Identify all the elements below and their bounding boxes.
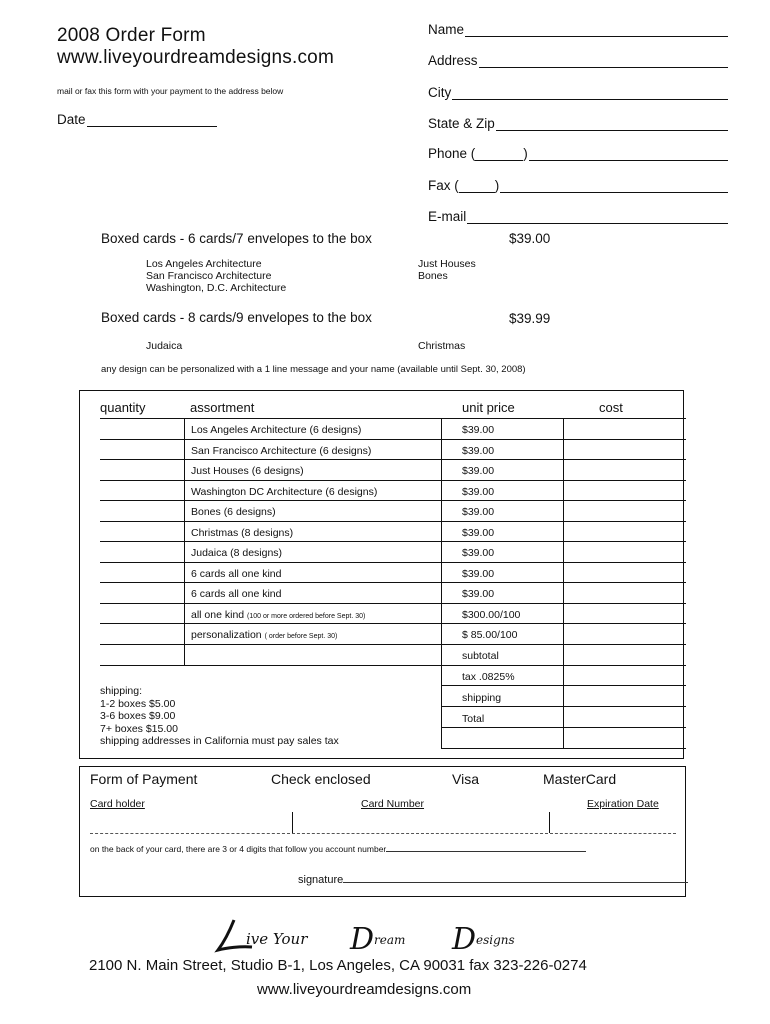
check-enclosed-option[interactable]: Check enclosed <box>271 771 371 787</box>
phone-close: ) <box>523 146 528 161</box>
personalize-note: any design can be personalized with a 1 line message and your name (available until Sept. 30, 2008) <box>101 364 526 375</box>
subtotal-label: subtotal <box>462 650 499 662</box>
table-row[interactable]: 6 cards all one kind <box>191 588 282 600</box>
signature-label: signature <box>298 874 344 886</box>
list-item: Bones <box>418 270 448 282</box>
page-title: 2008 Order Form <box>57 25 206 46</box>
security-code-field[interactable] <box>90 844 586 854</box>
email-field[interactable] <box>428 209 728 224</box>
list-item: Los Angeles Architecture <box>146 258 262 270</box>
mail-instruction: mail or fax this form with your payment to the address below <box>57 86 284 96</box>
table-row[interactable]: San Francisco Architecture (6 designs) <box>191 445 372 457</box>
email-label: E-mail <box>428 209 467 224</box>
table-row[interactable]: 6 cards all one kind <box>191 568 282 580</box>
group2-right: Christmas <box>418 340 466 352</box>
fax-close: ) <box>494 178 500 193</box>
order-table <box>79 390 684 759</box>
tax-label: tax .0825% <box>462 671 515 683</box>
group2-left: Judaica <box>146 340 183 352</box>
state-zip-field[interactable] <box>428 116 728 131</box>
signature-field[interactable] <box>298 874 688 886</box>
row-price: $ 85.00/100 <box>462 629 518 641</box>
svg-text:D: D <box>350 922 375 956</box>
name-field[interactable] <box>428 22 728 37</box>
logo-wordmark <box>212 916 562 956</box>
card-holder-input[interactable] <box>90 833 290 834</box>
card-number-label: Card Number <box>361 798 425 810</box>
group2-price: $39.99 <box>509 311 551 326</box>
header-assortment: assortment <box>190 400 255 415</box>
expiration-input[interactable] <box>550 833 676 834</box>
brand-logo <box>212 916 562 956</box>
date-field[interactable] <box>57 112 217 127</box>
mastercard-option[interactable]: MasterCard <box>543 771 617 787</box>
list-item: Washington, D.C. Architecture <box>146 282 287 294</box>
table-row[interactable]: Christmas (8 designs) <box>191 527 294 539</box>
security-code-note: on the back of your card, there are 3 or 4 digits that follow you account number <box>90 844 387 854</box>
group1-price: $39.00 <box>509 231 551 246</box>
visa-option[interactable]: Visa <box>452 771 479 787</box>
city-field[interactable] <box>428 85 728 100</box>
header-unit-price: unit price <box>462 400 515 415</box>
group1-title: Boxed cards - 6 cards/7 envelopes to the box <box>101 231 372 246</box>
name-label: Name <box>428 22 465 37</box>
group2-title: Boxed cards - 8 cards/9 envelopes to the box <box>101 310 372 325</box>
row-price: $39.00 <box>462 568 495 580</box>
table-row[interactable]: all one kind (100 or more ordered before Sept. 30) <box>191 609 366 621</box>
fax-label: Fax ( <box>428 178 459 193</box>
table-row[interactable]: personalization ( order before Sept. 30) <box>191 629 338 641</box>
payment-box <box>79 766 686 897</box>
footer-address: 2100 N. Main Street, Studio B-1, Los Angeles, CA 90031 fax 323-226-0274 <box>89 957 587 974</box>
svg-text:esigns: esigns <box>476 933 515 947</box>
group1-left-list <box>146 258 286 294</box>
card-number-input[interactable] <box>292 833 548 834</box>
card-holder-label: Card holder <box>90 798 145 810</box>
website-header[interactable]: www.liveyourdreamdesigns.com <box>57 47 334 68</box>
table-row[interactable]: Judaica (8 designs) <box>191 547 283 559</box>
group1-right-list <box>418 258 476 282</box>
state-zip-label: State & Zip <box>428 116 495 131</box>
list-item: Just Houses <box>418 258 476 270</box>
row-price: $300.00/100 <box>462 609 521 621</box>
phone-field[interactable] <box>428 146 728 161</box>
total-label: Total <box>462 713 485 725</box>
svg-text:ream: ream <box>374 933 406 947</box>
footer-website[interactable]: www.liveyourdreamdesigns.com <box>257 981 472 998</box>
payment-title: Form of Payment <box>90 771 198 787</box>
shipping-label: shipping <box>462 692 502 704</box>
svg-text:ive Your: ive Your <box>246 930 308 948</box>
row-price: $39.00 <box>462 588 495 600</box>
phone-label: Phone ( <box>428 146 476 161</box>
city-label: City <box>428 85 452 100</box>
shipping-info: shipping: 1-2 boxes $5.00 3-6 boxes $9.00 7+ boxes $15.00 shipping addresses in California must pay sales tax <box>100 685 339 747</box>
list-item: San Francisco Architecture <box>146 270 272 282</box>
row-price: $39.00 <box>462 527 495 539</box>
row-price: $39.00 <box>462 547 495 559</box>
address-field[interactable] <box>428 53 728 68</box>
row-price: $39.00 <box>462 424 495 436</box>
row-note: (100 or more ordered before Sept. 30) <box>247 613 366 620</box>
date-label: Date <box>57 112 86 127</box>
header-cost: cost <box>599 400 623 415</box>
table-row[interactable]: Just Houses (6 designs) <box>191 465 304 477</box>
row-price: $39.00 <box>462 486 495 498</box>
header-quantity: quantity <box>100 400 146 415</box>
row-price: $39.00 <box>462 465 495 477</box>
row-price: $39.00 <box>462 445 495 457</box>
expiration-label: Expiration Date <box>587 798 659 810</box>
table-row[interactable]: Bones (6 designs) <box>191 506 276 518</box>
fax-field[interactable] <box>428 178 728 193</box>
table-row[interactable]: Washington DC Architecture (6 designs) <box>191 486 378 498</box>
row-note: ( order before Sept. 30) <box>264 633 338 640</box>
svg-text:D: D <box>452 922 477 956</box>
address-label: Address <box>428 53 478 68</box>
table-row[interactable]: Los Angeles Architecture (6 designs) <box>191 424 362 436</box>
row-price: $39.00 <box>462 506 495 518</box>
